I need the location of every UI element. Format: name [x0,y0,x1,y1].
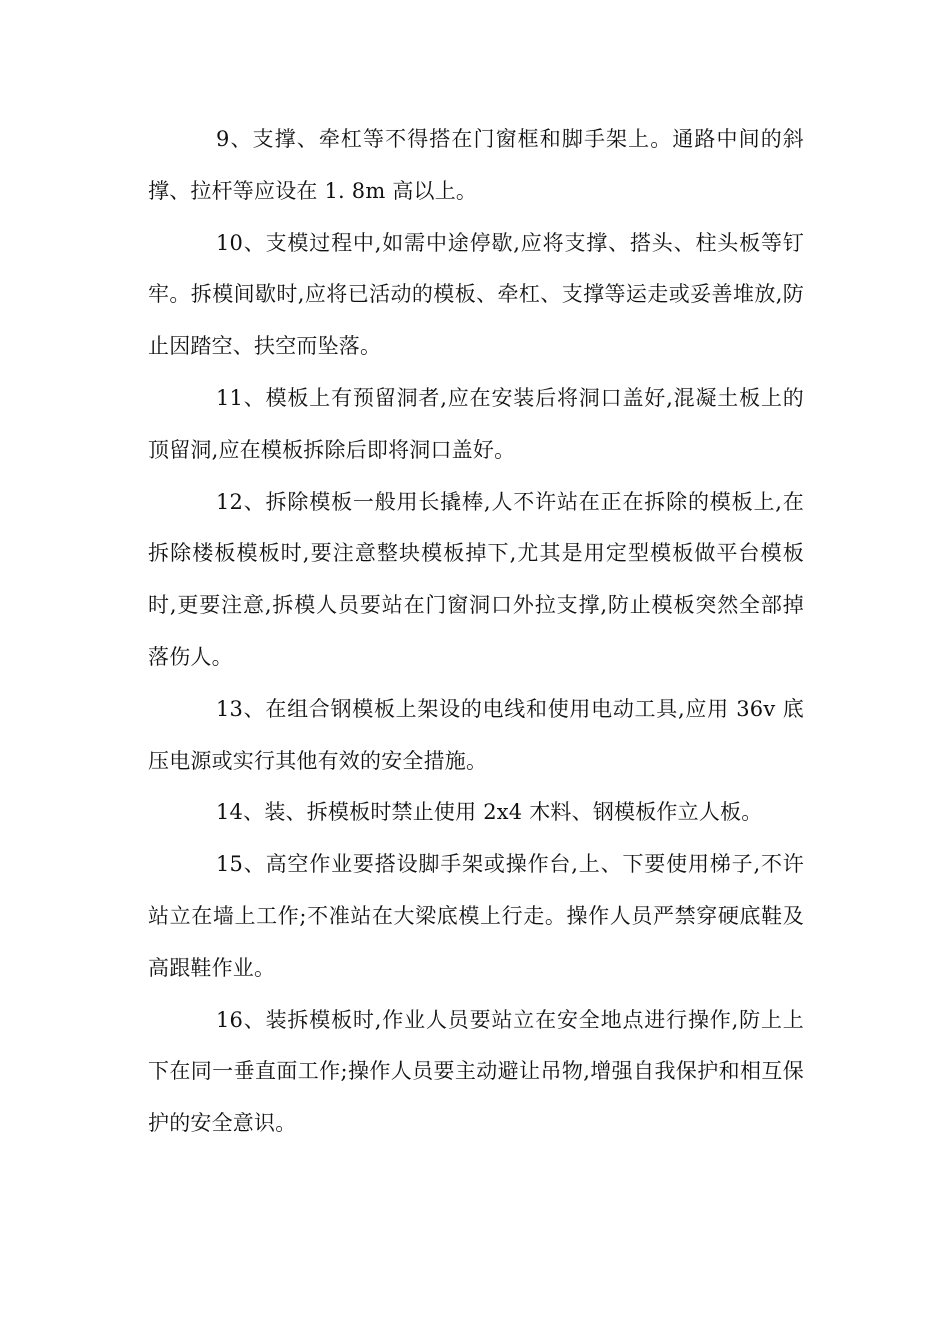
document-body [148,114,804,1150]
paragraph-item-12: 12、拆除模板一般用长撬棒,人不许站在正在拆除的模板上,在拆除楼板模板时,要注意整块模板掉下,尤其是用定型模板做平台模板时,更要注意,拆模人员要站在门窗洞口外拉支撑,防止模板突然全部掉落伤人。 [148,489,804,669]
paragraph-item-14: 14、装、拆模板时禁止使用 2x4 木料、钢模板作立人板。 [216,800,763,825]
paragraph-item-16: 16、装拆模板时,作业人员要站立在安全地点进行操作,防上上下在同一垂直面工作;操作人员要主动避让吊物,增强自我保护和相互保护的安全意识。 [148,1007,804,1136]
paragraph-item-9: 9、支撑、牵杠等不得搭在门窗框和脚手架上。通路中间的斜撑、拉杆等应设在 1. 8m 高以上。 [148,127,804,203]
paragraph-item-15: 15、高空作业要搭设脚手架或操作台,上、下要使用梯子,不许站立在墙上工作;不准站在大梁底模上行走。操作人员严禁穿硬底鞋及高跟鞋作业。 [148,852,804,980]
paragraph-item-13: 13、在组合钢模板上架设的电线和使用电动工具,应用 36v 底压电源或实行其他有效的安全措施。 [148,696,804,773]
paragraph-item-10: 10、支模过程中,如需中途停歇,应将支撑、搭头、柱头板等钉牢。拆模间歇时,应将已活动的模板、牵杠、支撑等运走或妥善堆放,防止因踏空、扶空而坠落。 [148,230,804,359]
paragraph-item-11: 11、模板上有预留洞者,应在安装后将洞口盖好,混凝土板上的顶留洞,应在模板拆除后即将洞口盖好。 [148,385,804,462]
